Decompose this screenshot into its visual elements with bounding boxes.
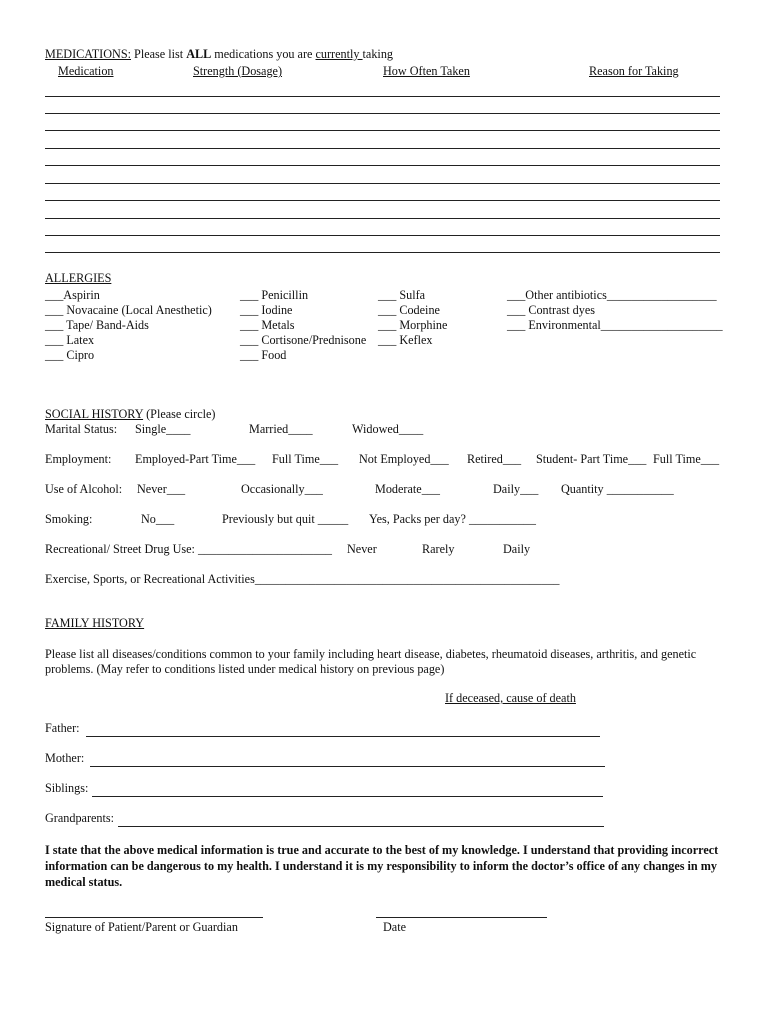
- marital-status-label: Marital Status:: [45, 422, 118, 436]
- medication-line[interactable]: [45, 252, 720, 253]
- employment-label: Employment:: [45, 452, 112, 466]
- allergy-aspirin[interactable]: ___Aspirin: [45, 288, 100, 302]
- col-how-often: How Often Taken: [383, 64, 470, 78]
- col-reason: Reason for Taking: [589, 64, 679, 78]
- mother-line[interactable]: [90, 766, 605, 767]
- drug-never[interactable]: Never: [347, 542, 377, 556]
- medication-line[interactable]: [45, 200, 720, 201]
- medication-line[interactable]: [45, 130, 720, 131]
- allergy-keflex[interactable]: ___ Keflex: [378, 333, 433, 347]
- col-strength: Strength (Dosage): [193, 64, 283, 78]
- allergy-cortisone[interactable]: ___ Cortisone/Prednisone: [240, 333, 367, 347]
- employment-full-time[interactable]: Full Time___: [272, 452, 339, 466]
- allergy-latex[interactable]: ___ Latex: [45, 333, 95, 347]
- siblings-label: Siblings:: [45, 781, 89, 795]
- allergy-food[interactable]: ___ Food: [240, 348, 287, 362]
- allergy-environmental[interactable]: ___ Environmental____________________: [507, 318, 723, 332]
- marital-single[interactable]: Single____: [135, 422, 191, 436]
- exercise-field[interactable]: Exercise, Sports, or Recreational Activities__________________________________________________: [45, 572, 560, 586]
- medication-line[interactable]: [45, 148, 720, 149]
- drug-daily[interactable]: Daily: [503, 542, 531, 556]
- alcohol-occasionally[interactable]: Occasionally___: [241, 482, 323, 496]
- certification-statement: I state that the above medical information is true and accurate to the best of my knowledge. I understand that providing incorrect information can be dangerous to my health. I understand it is my responsibility to inform the doctor’s office of any changes in my medical status.: [45, 843, 719, 889]
- medications-heading-text: Please list: [131, 47, 187, 61]
- employment-part-time[interactable]: Employed-Part Time___: [135, 452, 256, 466]
- deceased-cause-header: If deceased, cause of death: [445, 691, 576, 705]
- alcohol-daily[interactable]: Daily___: [493, 482, 539, 496]
- employment-student-part-time[interactable]: Student- Part Time___: [536, 452, 647, 466]
- alcohol-moderate[interactable]: Moderate___: [375, 482, 440, 496]
- family-history-heading: FAMILY HISTORY: [45, 616, 145, 630]
- employment-not-employed[interactable]: Not Employed___: [359, 452, 449, 466]
- social-history-heading: [45, 408, 215, 420]
- smoking-packs-per-day[interactable]: Yes, Packs per day? ___________: [369, 512, 536, 526]
- marital-married[interactable]: Married____: [249, 422, 313, 436]
- allergy-metals[interactable]: ___ Metals: [240, 318, 295, 332]
- allergy-codeine[interactable]: ___ Codeine: [378, 303, 440, 317]
- employment-student-full-time[interactable]: Full Time___: [653, 452, 720, 466]
- allergy-cipro[interactable]: ___ Cipro: [45, 348, 95, 362]
- grandparents-label: Grandparents:: [45, 811, 115, 825]
- date-line[interactable]: [376, 917, 547, 918]
- father-line[interactable]: [86, 736, 600, 737]
- medication-line[interactable]: [45, 235, 720, 236]
- date-label: Date: [383, 920, 407, 934]
- allergy-other-antibiotics[interactable]: ___Other antibiotics__________________: [507, 288, 717, 302]
- medication-line[interactable]: [45, 218, 720, 219]
- allergy-sulfa[interactable]: ___ Sulfa: [378, 288, 426, 302]
- social-history-title: SOCIAL HISTORY: [45, 407, 144, 421]
- allergy-contrast-dyes[interactable]: ___ Contrast dyes: [507, 303, 596, 317]
- allergy-iodine[interactable]: ___ Iodine: [240, 303, 293, 317]
- medications-all: ALL: [186, 47, 212, 61]
- family-history-intro: Please list all diseases/conditions common to your family including heart disease, diabetes, rheumatoid diseases, arthritis, and genetic problems. (May refer to conditions listed under medical history on previous page): [45, 647, 697, 676]
- drug-use-label[interactable]: Recreational/ Street Drug Use: ______________________: [45, 542, 333, 556]
- medications-heading-end: taking: [362, 47, 394, 61]
- marital-widowed[interactable]: Widowed____: [352, 422, 424, 436]
- alcohol-label: Use of Alcohol:: [45, 482, 123, 496]
- allergy-novacaine[interactable]: ___ Novacaine (Local Anesthetic): [45, 303, 212, 317]
- social-history-note: (Please circle): [143, 407, 216, 421]
- allergies-heading: ALLERGIES: [45, 271, 112, 285]
- allergy-tape[interactable]: ___ Tape/ Band-Aids: [45, 318, 149, 332]
- smoking-label: Smoking:: [45, 512, 93, 526]
- alcohol-quantity[interactable]: Quantity ___________: [561, 482, 674, 496]
- medications-heading-text2: medications you are: [211, 47, 316, 61]
- medications-currently: currently: [315, 47, 363, 61]
- medication-line[interactable]: [45, 113, 720, 114]
- col-medication: Medication: [58, 64, 114, 78]
- alcohol-never[interactable]: Never___: [137, 482, 186, 496]
- siblings-line[interactable]: [92, 796, 603, 797]
- grandparents-line[interactable]: [118, 826, 604, 827]
- medications-label: MEDICATIONS:: [45, 47, 131, 61]
- employment-retired[interactable]: Retired___: [467, 452, 522, 466]
- father-label: Father:: [45, 721, 80, 735]
- medication-line[interactable]: [45, 165, 720, 166]
- medication-line[interactable]: [45, 96, 720, 97]
- medication-line[interactable]: [45, 183, 720, 184]
- signature-label: Signature of Patient/Parent or Guardian: [45, 920, 238, 934]
- smoking-previously-quit[interactable]: Previously but quit _____: [222, 512, 349, 526]
- allergy-morphine[interactable]: ___ Morphine: [378, 318, 448, 332]
- allergy-penicillin[interactable]: ___ Penicillin: [240, 288, 309, 302]
- mother-label: Mother:: [45, 751, 85, 765]
- smoking-no[interactable]: No___: [141, 512, 175, 526]
- drug-rarely[interactable]: Rarely: [422, 542, 455, 556]
- signature-line[interactable]: [45, 917, 263, 918]
- medications-heading: [45, 48, 393, 60]
